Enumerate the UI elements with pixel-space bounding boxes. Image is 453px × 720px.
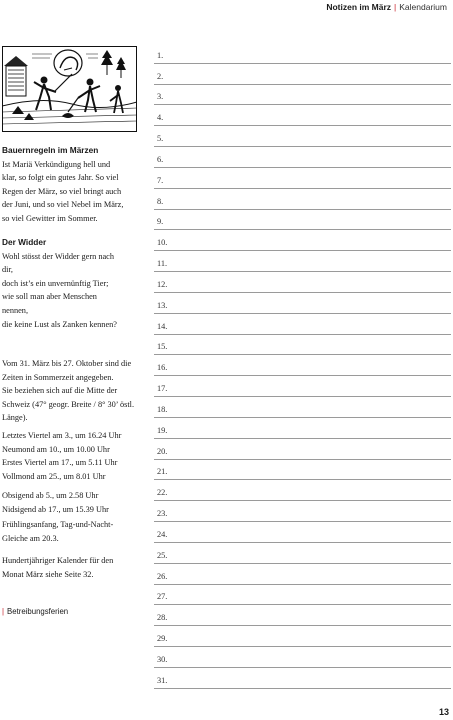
note-line-number: 9. — [157, 217, 164, 227]
note-line-number: 20. — [157, 446, 168, 456]
kalender-line: Monat März siehe Seite 32. — [2, 569, 94, 579]
note-line-row[interactable] — [154, 626, 451, 647]
note-line-row[interactable] — [154, 564, 451, 585]
section-name: Kalendarium — [399, 2, 447, 12]
bauernregeln-heading: Bauernregeln im Märzen — [2, 145, 99, 155]
page-header — [326, 2, 447, 12]
note-line-number: 5. — [157, 134, 164, 144]
note-line-number: 27. — [157, 592, 168, 602]
note-line-row[interactable] — [154, 230, 451, 251]
note-line-number: 14. — [157, 321, 168, 331]
sigend-line: Obsigend ab 5., um 2.58 Uhr — [2, 491, 99, 500]
woodcut-illustration-icon — [2, 46, 137, 132]
widder-line: wie soll man aber Menschen — [2, 292, 97, 302]
note-line-row[interactable] — [154, 147, 451, 168]
widder-line: nennen, — [2, 305, 29, 315]
mondphase-line: Vollmond am 25., um 8.01 Uhr — [2, 471, 106, 481]
note-line-number: 4. — [157, 113, 164, 123]
note-line-number: 25. — [157, 550, 168, 560]
betreibungsferien-tag — [2, 607, 68, 616]
note-line-row[interactable] — [154, 418, 451, 439]
header-separator: | — [394, 2, 397, 12]
mondphasen-block — [2, 429, 147, 483]
note-line-row[interactable] — [154, 480, 451, 501]
kalender-line: Hundertjähriger Kalender für den — [2, 556, 114, 565]
note-line-number: 15. — [157, 342, 168, 352]
tag-bar-icon: | — [2, 607, 5, 616]
note-line-number: 2. — [157, 71, 164, 81]
note-line-row[interactable] — [154, 376, 451, 397]
widder-block — [2, 236, 147, 331]
note-line-row[interactable] — [154, 314, 451, 335]
note-line-number: 30. — [157, 654, 168, 664]
bauernregeln-line: so viel Gewitter im Sommer. — [2, 213, 98, 223]
note-line-row[interactable] — [154, 105, 451, 126]
note-line-row[interactable] — [154, 293, 451, 314]
note-line-row[interactable] — [154, 501, 451, 522]
note-line-row[interactable] — [154, 355, 451, 376]
note-line-number: 10. — [157, 238, 168, 248]
note-line-number: 31. — [157, 675, 168, 685]
note-line-row[interactable] — [154, 272, 451, 293]
note-line-row[interactable] — [154, 439, 451, 460]
page-number: 13 — [438, 707, 449, 717]
sommerzeit-line: Sie beziehen sich auf die Mitte der — [2, 386, 118, 396]
note-line-row[interactable] — [154, 64, 451, 85]
note-line-number: 6. — [157, 154, 164, 164]
page-title: Notizen im März — [326, 2, 392, 12]
fruehling-block — [2, 518, 147, 545]
note-line-row[interactable] — [154, 522, 451, 543]
bauernregeln-line: Regen der März, so viel bringt auch — [2, 186, 122, 196]
sommerzeit-line: Länge). — [2, 413, 28, 423]
note-line-row[interactable] — [154, 168, 451, 189]
note-line-row[interactable] — [154, 460, 451, 481]
note-line-number: 13. — [157, 300, 168, 310]
note-line-row[interactable] — [154, 605, 451, 626]
mondphase-line: Letztes Viertel am 3., um 16.24 Uhr — [2, 431, 122, 440]
note-line-number: 24. — [157, 529, 168, 539]
note-line-row[interactable] — [154, 126, 451, 147]
tag-label: Betreibungsferien — [7, 607, 69, 616]
note-lines — [154, 43, 451, 689]
note-line-row[interactable] — [154, 647, 451, 668]
widder-line: Wohl stösst der Widder gern nach — [2, 251, 114, 261]
widder-line: die keine Lust als Zanken kennen? — [2, 319, 117, 329]
note-line-number: 28. — [157, 613, 168, 623]
sommerzeit-line: Zeiten in Sommerzeit angegeben. — [2, 372, 114, 382]
note-line-row[interactable] — [154, 85, 451, 106]
note-line-number: 26. — [157, 571, 168, 581]
note-line-number: 21. — [157, 467, 168, 477]
note-line-row[interactable] — [154, 210, 451, 231]
sigend-block — [2, 489, 147, 516]
note-line-number: 29. — [157, 634, 168, 644]
bauernregeln-block — [2, 144, 147, 226]
note-line-number: 23. — [157, 509, 168, 519]
note-line-number: 19. — [157, 425, 168, 435]
bauernregeln-line: klar, so folgt ein gutes Jahr. So viel — [2, 173, 119, 183]
note-line-number: 7. — [157, 175, 164, 185]
note-line-row[interactable] — [154, 543, 451, 564]
bauernregeln-line: der Juni, und so viel Nebel im März, — [2, 200, 124, 210]
note-line-number: 22. — [157, 488, 168, 498]
note-line-row[interactable] — [154, 668, 451, 689]
note-line-row[interactable] — [154, 43, 451, 64]
sommerzeit-line: Vom 31. März bis 27. Oktober sind die — [2, 359, 132, 368]
note-line-number: 18. — [157, 404, 168, 414]
widder-line: dir, — [2, 265, 13, 275]
note-line-number: 1. — [157, 50, 164, 60]
widder-heading: Der Widder — [2, 237, 47, 247]
fruehling-line: Gleiche am 20.3. — [2, 533, 59, 543]
fruehling-line: Frühlingsanfang, Tag-und-Nacht- — [2, 520, 114, 529]
note-line-row[interactable] — [154, 189, 451, 210]
sommerzeit-line: Schweiz (47° geogr. Breite / 8° 30’ östl. — [2, 399, 135, 409]
note-line-number: 17. — [157, 384, 168, 394]
note-line-row[interactable] — [154, 397, 451, 418]
bauernregeln-line: Ist Mariä Verkündigung hell und — [2, 159, 111, 169]
mondphase-line: Erstes Viertel am 17., um 5.11 Uhr — [2, 458, 118, 468]
widder-line: doch ist’s ein unvernünftig Tier; — [2, 278, 109, 288]
note-line-number: 12. — [157, 279, 168, 289]
note-line-row[interactable] — [154, 251, 451, 272]
note-line-number: 8. — [157, 196, 164, 206]
note-line-number: 11. — [157, 259, 168, 269]
note-line-row[interactable] — [154, 335, 451, 356]
note-line-number: 3. — [157, 92, 164, 102]
note-line-number: 16. — [157, 363, 168, 373]
note-line-row[interactable] — [154, 585, 451, 606]
mondphase-line: Neumond am 10., um 10.00 Uhr — [2, 444, 110, 454]
sigend-line: Nidsigend ab 17., um 15.39 Uhr — [2, 504, 109, 514]
kalender-block — [2, 554, 147, 581]
sommerzeit-block — [2, 357, 147, 425]
